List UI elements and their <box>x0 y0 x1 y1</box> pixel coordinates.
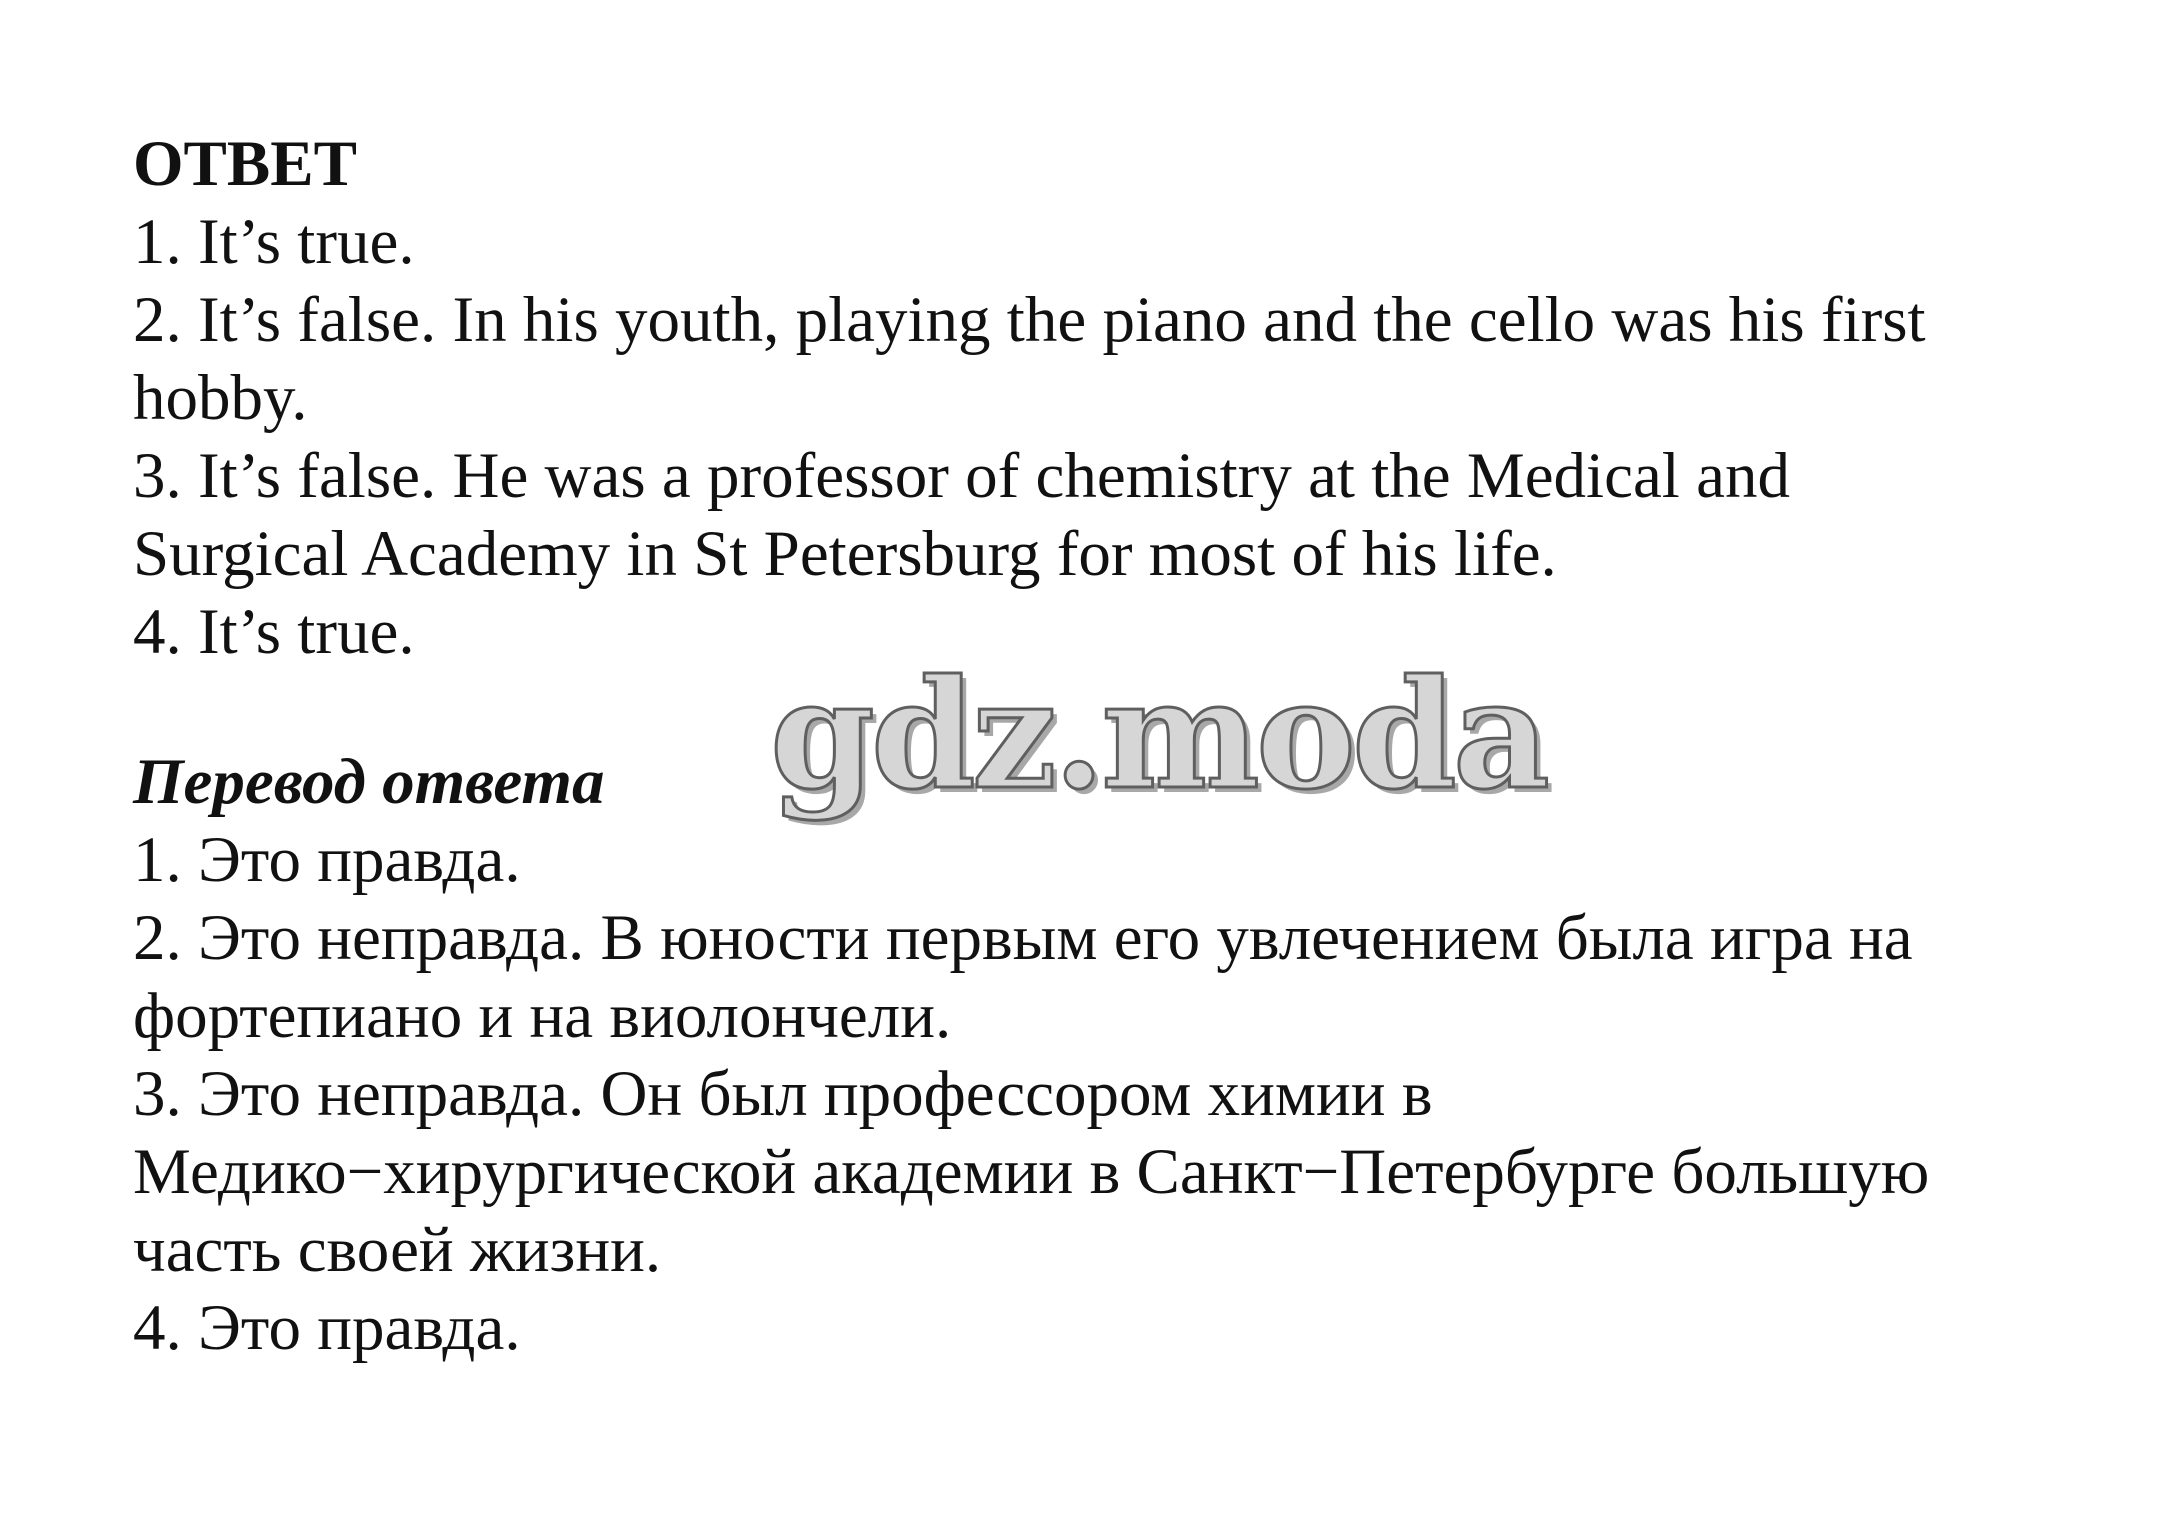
translation-section <box>133 743 2113 1367</box>
translation-line: 1. Это правда. <box>133 824 521 896</box>
watermark-logo: gdz.moda <box>770 647 1547 823</box>
answer-line: 4. It’s true. <box>133 596 415 668</box>
answer-line: 1. It’s true. <box>133 206 415 278</box>
answer-line: hobby. <box>133 362 308 434</box>
translation-line: фортепиано и на виолончели. <box>133 980 952 1052</box>
answer-section <box>133 125 2113 671</box>
answer-line: 3. It’s false. He was a professor of chemistry at the Medical and <box>133 440 1790 512</box>
translation-line: часть своей жизни. <box>133 1214 662 1286</box>
translation-line: 3. Это неправда. Он был профессором химии в <box>133 1058 1433 1130</box>
translation-heading: Перевод ответа <box>133 746 605 818</box>
translation-line: 2. Это неправда. В юности первым его увлечением была игра на <box>133 902 1913 974</box>
answer-line: Surgical Academy in St Petersburg for most of his life. <box>133 518 1557 590</box>
translation-line: 4. Это правда. <box>133 1292 521 1364</box>
translation-line: Медико−хирургической академии в Санкт−Петербурге большую <box>133 1136 1930 1208</box>
answer-heading: ОТВЕТ <box>133 128 357 200</box>
answer-line: 2. It’s false. In his youth, playing the piano and the cello was his first <box>133 284 1926 356</box>
